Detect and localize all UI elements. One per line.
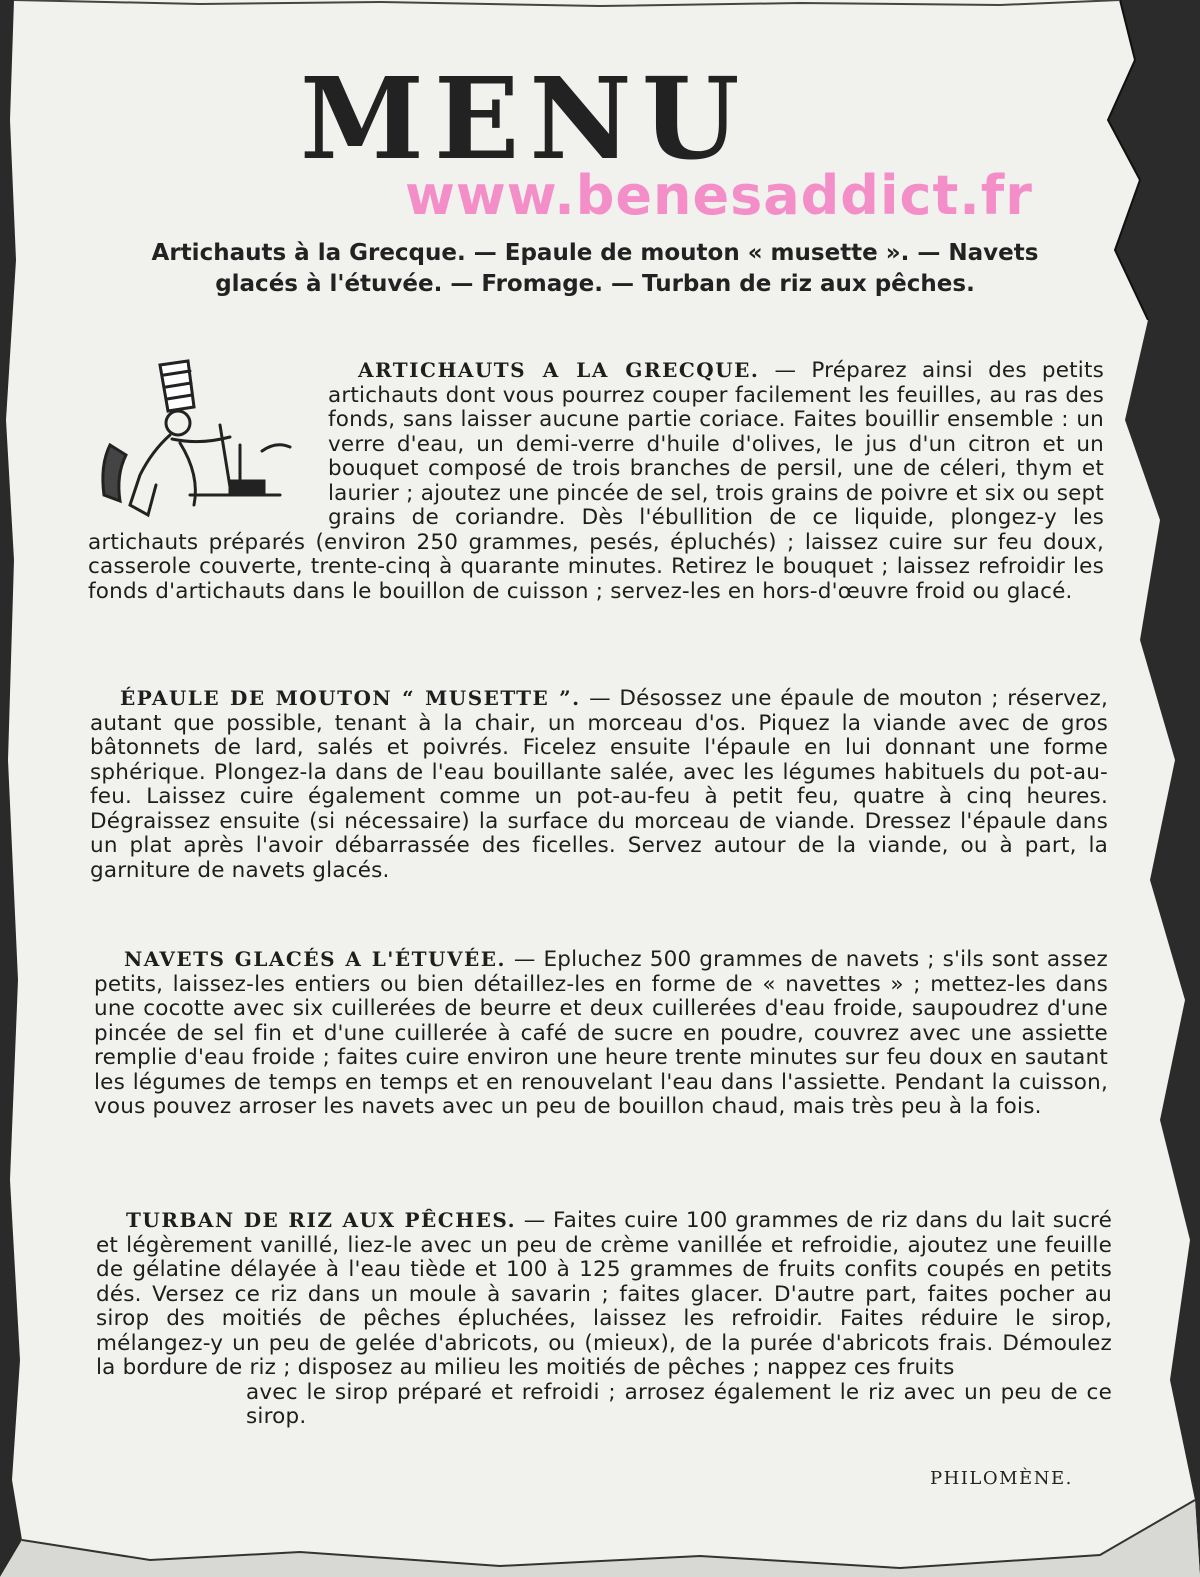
recipe-heading: ÉPAULE DE MOUTON “ MUSETTE ”. — [120, 686, 581, 710]
author-signature: PHILOMÈNE. — [930, 1468, 1073, 1489]
recipe-text-tail: avec le sirop préparé et refroidi ; arrosez également le riz avec un peu de ce sirop. — [246, 1379, 1112, 1429]
recipe-text: — Faites cuire 100 grammes de riz dans du lait sucré et légèrement vanillé, liez-le avec un peu de crème vanillée et refroidie, ajoutez une feuille de gélatine délayée à l'eau tiède et 100 à 125 grammes de fruits confits coupés en petits dés. Versez ce riz dans un moule à savarin ; faites glacer. D'autre part, faites pocher au sirop des moitiés de pêches épluchées, laissez les refroidir. Faites réduire le sirop, mélangez-y un peu de gelée d'abricots, ou (mieux), de la purée d'abricots frais. Démoulez la bordure de riz ; disposez au milieu les moitiés de pêches ; nappez ces fruits — [96, 1208, 1112, 1380]
recipe-epaule — [90, 686, 1108, 883]
recipe-turban — [96, 1208, 1112, 1430]
recipe-heading: NAVETS GLACÉS A L'ÉTUVÉE. — [124, 947, 506, 971]
watermark-url: www.benesaddict.fr — [405, 164, 1033, 227]
recipe-text: — Epluchez 500 grammes de navets ; s'ils sont assez petits, laissez-les entiers ou bien détaillez-les en forme de « navettes » ; mettez-les dans une cocotte avec six cuillerées de beurre et deux cuillerées d'eau froide, saupoudrez d'une pincée de sel fin et d'une cuillerée à café de sucre en poudre, couvrez avec une assiette remplie d'eau froide ; faites cuire environ une heure trente minutes sur feu doux en sautant les légumes de temps en temps et en renouvelant l'eau dans l'assiette. Pendant la cuisson, vous pouvez arroser les navets avec un peu de bouillon chaud, mais très peu à la fois. — [94, 947, 1108, 1119]
recipe-heading: ARTICHAUTS A LA GRECQUE. — [358, 358, 760, 382]
menu-summary: Artichauts à la Grecque. — Epaule de mouton « musette ». — Navets glacés à l'étuvée. — Fromage. — Turban de riz aux pêches. — [151, 240, 1039, 297]
recipe-text: — Préparez ainsi des petits artichauts dont vous pourrez couper facilement les feuilles, au ras des fonds, sans laisser aucune partie coriace. Faites bouillir ensemble : un verre d'eau, un demi-verre d'huile d'olives, le jus d'un citron et un bouquet composé de trois branches de persil, une de céleri, thym et laurier ; ajoutez une pincée de sel, trois grains de poivre et six ou sept grains de coriandre. Dès l'ébullition de ce liquide, plongez-y les artichauts préparés (environ 250 grammes, pesés, épluchés) ; laissez cuire sur feu doux, casserole couverte, trente-cinq à quarante minutes. Retirez le bouquet ; laissez refroidir les fonds d'artichauts dans le bouillon de cuisson ; servez-les en hors-d'œuvre froid ou glacé. — [88, 358, 1105, 604]
recipe-navets — [94, 947, 1108, 1120]
menu-title: MENU — [300, 54, 750, 185]
recipe-heading: TURBAN DE RIZ AUX PÊCHES. — [126, 1208, 517, 1232]
recipe-text: — Désossez une épaule de mouton ; réservez, autant que possible, tenant à la chair, un morceau d'os. Piquez la viande avec de gros bâtonnets de lard, salés et poivrés. Ficelez ensuite l'épaule en lui donnant une forme sphérique. Plongez-la dans de l'eau bouillante salée, avec les légumes habituels du pot-au-feu. Laissez cuire également comme un pot-au-feu à petit feu, quatre à cinq heures. Dégraissez ensuite (si nécessaire) la surface du morceau de viande. Dressez l'épaule dans un plat après l'avoir débarrassée des ficelles. Servez autour de la viande, ou à part, la garniture de navets glacés. — [90, 686, 1108, 883]
recipe-artichauts — [88, 358, 1104, 604]
